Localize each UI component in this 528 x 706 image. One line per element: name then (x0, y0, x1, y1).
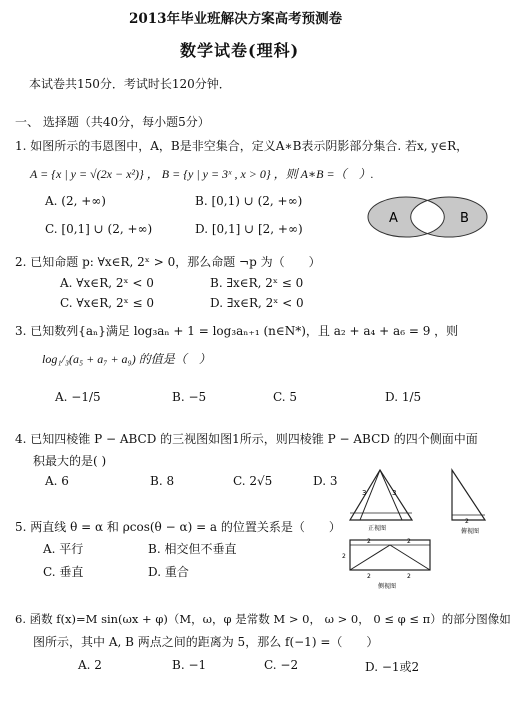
venn-label-a: A (389, 211, 398, 226)
front-view (350, 470, 412, 532)
q2-option-b: B. ∃x∈R, 2ˣ ≤ 0 (210, 276, 304, 290)
q3-option-c: C. 5 (273, 390, 298, 404)
q2-option-d: D. ∃x∈R, 2ˣ < 0 (210, 296, 304, 310)
q5-stem: 5. 两直线 θ = α 和 ρcos(θ − α) = a 的位置关系是（ ） (15, 520, 341, 534)
q5-option-d: D. 重合 (148, 565, 189, 579)
q3-option-a: A. −1/5 (55, 390, 101, 404)
q1-stem-line2: A = {x | y = √(2x − x²)} ， B = {y | y = 3ˣ , x > 0} ，则 A∗B =（ ）. (30, 167, 374, 181)
q4-option-b: B. 8 (150, 474, 175, 488)
q4-option-c: C. 2√5 (233, 474, 273, 488)
dim-label: 2 (342, 553, 346, 560)
dim-label: 2 (407, 573, 411, 580)
q4-option-a: A. 6 (45, 474, 69, 488)
q5-option-b: B. 相交但不垂直 (148, 542, 237, 556)
front-view-label: 正视图 (368, 525, 387, 532)
q6-option-c: C. −2 (264, 658, 299, 672)
q5-option-a: A. 平行 (43, 542, 84, 556)
three-view-figure (340, 465, 500, 595)
dim-label: 2 (367, 538, 371, 545)
venn-label-b: B (460, 211, 469, 226)
dim-label: 2 (465, 518, 469, 525)
dim-label: 2 (407, 538, 411, 545)
q5-option-c: C. 垂直 (43, 565, 84, 579)
q4-option-d: D. 3 (313, 474, 338, 488)
q1-stem-line1: 1. 如图所示的韦恩图中，A，B是非空集合，定义A∗B表示阴影部分集合. 若x, y∈R， (15, 139, 469, 153)
q3-option-b: B. −5 (172, 390, 207, 404)
q4-stem-line2: 积最大的是( ) (33, 454, 107, 468)
exam-subtitle: 数学试卷(理科) (180, 41, 300, 60)
q6-stem-line2: 图所示，其中 A, B 两点之间的距离为 5，那么 f(−1) =（ ） (33, 635, 379, 649)
dim-label: 3 (362, 489, 367, 497)
q1-option-b: B. [0,1) ∪ (2, +∞) (195, 194, 303, 208)
top-view (452, 470, 485, 535)
side-view (342, 538, 430, 590)
q2-option-c: C. ∀x∈R, 2ˣ ≤ 0 (60, 296, 154, 310)
q1-option-a: A. (2, +∞) (45, 194, 106, 208)
dim-label: 2 (367, 573, 371, 580)
exam-info: 本试卷共150分．考试时长120分钟． (29, 77, 231, 91)
q6-option-b: B. −1 (172, 658, 207, 672)
dim-label: 3 (392, 489, 397, 497)
q3-stem-line1: 3. 已知数列{aₙ}满足 log₃aₙ + 1 = log₃aₙ₊₁ (n∈N*)，且 a₂ + a₄ + a₆ = 9 ，则 (15, 324, 459, 338)
q1-option-c: C. [0,1] ∪ (2, +∞) (45, 222, 153, 236)
q4-stem-line1: 4. 已知四棱锥 P − ABCD 的三视图如图1所示，则四棱锥 P − ABCD 的四个侧面中面 (15, 432, 478, 446)
section-heading: 一、 选择题（共40分，每小题5分） (15, 115, 210, 129)
q6-stem-line1: 6. 函数 f(x)=M sin(ωx + φ)（M，ω，φ 是常数 M > 0， ω > 0， 0 ≤ φ ≤ π）的部分图像如 (15, 612, 511, 626)
q2-option-a: A. ∀x∈R, 2ˣ < 0 (60, 276, 154, 290)
q1-option-d: D. [0,1] ∪ [2, +∞) (195, 222, 303, 236)
q3-stem-line2: log₁/₃(a₅ + a₇ + a₉) 的值是（ ） (42, 352, 211, 366)
top-view-label: 俯视图 (461, 528, 480, 535)
venn-diagram (365, 195, 490, 240)
q6-option-a: A. 2 (78, 658, 102, 672)
exam-title: 2013年毕业班解决方案高考预测卷 (129, 11, 343, 27)
q6-option-d: D. −1或2 (365, 660, 420, 674)
side-view-label: 侧视图 (378, 583, 397, 590)
q3-option-d: D. 1/5 (385, 390, 422, 404)
q2-stem: 2. 已知命题 p: ∀x∈R, 2ˣ > 0，那么命题 ¬p 为（ ） (15, 255, 321, 269)
